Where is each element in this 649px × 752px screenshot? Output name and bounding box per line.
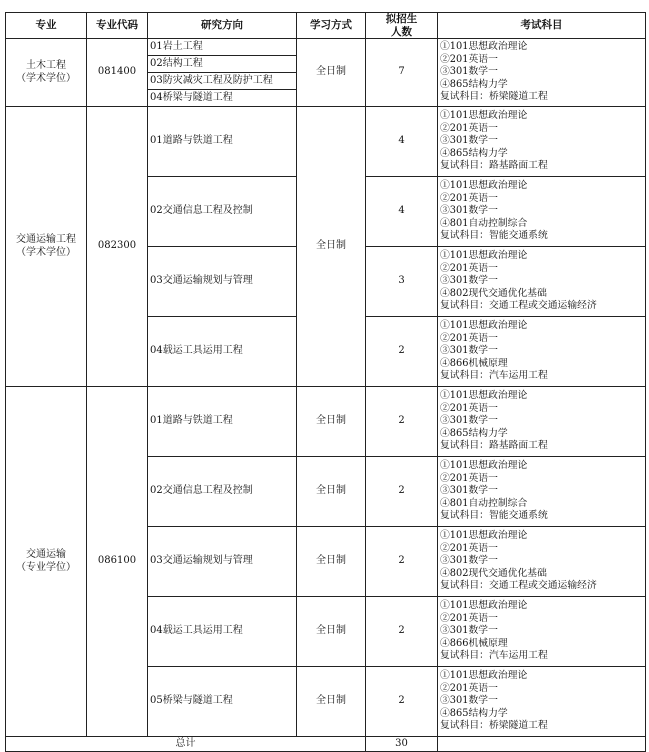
research-direction: 04载运工具运用工程 bbox=[148, 597, 297, 667]
exam-subject-line: ③301数学一 bbox=[440, 345, 498, 357]
exam-subjects-cell bbox=[438, 387, 646, 457]
header-enrollment bbox=[366, 13, 438, 39]
exam-subject-line: ④865结构力学 bbox=[440, 147, 508, 159]
exam-subject-line: 复试科目：交通工程或交通运输经济 bbox=[440, 300, 597, 312]
exam-subject-line: ①101思想政治理论 bbox=[440, 41, 528, 53]
exam-subject-line: ②201英语一 bbox=[440, 53, 498, 65]
research-direction: 01道路与铁道工程 bbox=[148, 107, 297, 177]
exam-subject-line: ②201英语一 bbox=[440, 192, 498, 204]
exam-subjects-cell bbox=[438, 667, 646, 737]
research-direction: 02结构工程 bbox=[148, 56, 297, 73]
exam-subject-line: ③301数学一 bbox=[440, 66, 498, 78]
exam-subject-line: ①101思想政治理论 bbox=[440, 320, 528, 332]
exam-subject-line: ②201英语一 bbox=[440, 542, 498, 554]
exam-subject-line: ④866机械原理 bbox=[440, 357, 508, 369]
total-count: 30 bbox=[366, 737, 438, 752]
header-text: 学习方式 bbox=[310, 19, 352, 32]
exam-subject-line: ④802现代交通优化基础 bbox=[440, 567, 547, 579]
study-mode: 全日制 bbox=[297, 387, 366, 457]
major-cell bbox=[6, 387, 87, 737]
exam-subject-line: ①101思想政治理论 bbox=[440, 180, 528, 192]
exam-subject-line: ④865结构力学 bbox=[440, 78, 508, 90]
header-text: 考试科目 bbox=[520, 19, 563, 32]
degree-type: （学术学位） bbox=[16, 246, 76, 258]
exam-subject-line: ①101思想政治理论 bbox=[440, 670, 528, 682]
exam-subject-line: ②201英语一 bbox=[440, 472, 498, 484]
header-study-mode bbox=[297, 13, 366, 39]
exam-subject-line: ②201英语一 bbox=[440, 122, 498, 134]
exam-subject-line: 复试科目：智能交通系统 bbox=[440, 230, 548, 242]
exam-subject-line: ④801自动控制综合 bbox=[440, 217, 528, 229]
exam-subject-line: ①101思想政治理论 bbox=[440, 460, 528, 472]
major-name: 土木工程 bbox=[26, 60, 66, 71]
major-cell bbox=[6, 39, 87, 107]
exam-subjects-cell bbox=[438, 457, 646, 527]
total-empty bbox=[438, 737, 646, 752]
exam-subject-line: ④866机械原理 bbox=[440, 637, 508, 649]
header-text: 专业 bbox=[35, 19, 57, 32]
exam-subject-line: ③301数学一 bbox=[440, 275, 498, 287]
enrollment-count: 7 bbox=[366, 39, 438, 107]
exam-subjects-cell bbox=[438, 597, 646, 667]
enrollment-count: 2 bbox=[366, 527, 438, 597]
exam-subject-line: ①101思想政治理论 bbox=[440, 390, 528, 402]
header-code bbox=[87, 13, 148, 39]
exam-subjects-cell bbox=[438, 39, 646, 107]
study-mode: 全日制 bbox=[297, 457, 366, 527]
enrollment-count: 2 bbox=[366, 387, 438, 457]
major-name: 交通运输工程 bbox=[16, 234, 76, 245]
exam-subjects-cell bbox=[438, 317, 646, 387]
table-row bbox=[6, 387, 646, 457]
header-text: 拟招生 bbox=[385, 13, 418, 25]
enrollment-count: 4 bbox=[366, 177, 438, 247]
research-direction: 04桥梁与隧道工程 bbox=[148, 90, 297, 107]
exam-subjects-cell bbox=[438, 107, 646, 177]
exam-subject-line: 复试科目：路基路面工程 bbox=[440, 440, 548, 452]
exam-subject-line: ③301数学一 bbox=[440, 415, 498, 427]
major-cell bbox=[6, 107, 87, 387]
exam-subject-line: 复试科目：桥梁隧道工程 bbox=[440, 720, 548, 732]
exam-subject-line: ④865结构力学 bbox=[440, 427, 508, 439]
study-mode: 全日制 bbox=[297, 597, 366, 667]
table-row bbox=[6, 107, 646, 177]
exam-subject-line: 复试科目：交通工程或交通运输经济 bbox=[440, 580, 597, 592]
exam-subjects-cell bbox=[438, 177, 646, 247]
exam-subject-line: ②201英语一 bbox=[440, 402, 498, 414]
exam-subject-line: ①101思想政治理论 bbox=[440, 250, 528, 262]
exam-subject-line: ④802现代交通优化基础 bbox=[440, 287, 547, 299]
exam-subject-line: ②201英语一 bbox=[440, 262, 498, 274]
degree-type: （专业学位） bbox=[16, 561, 76, 573]
exam-subjects-cell bbox=[438, 247, 646, 317]
admissions-table bbox=[5, 12, 646, 752]
study-mode: 全日制 bbox=[297, 39, 366, 107]
exam-subject-line: ③301数学一 bbox=[440, 205, 498, 217]
exam-subject-line: ③301数学一 bbox=[440, 485, 498, 497]
exam-subject-line: ③301数学一 bbox=[440, 625, 498, 637]
major-code: 081400 bbox=[87, 39, 148, 107]
enrollment-count: 4 bbox=[366, 107, 438, 177]
exam-subject-line: 复试科目：桥梁隧道工程 bbox=[440, 91, 548, 103]
exam-subject-line: ③301数学一 bbox=[440, 135, 498, 147]
research-direction: 04载运工具运用工程 bbox=[148, 317, 297, 387]
enrollment-count: 2 bbox=[366, 597, 438, 667]
exam-subject-line: 复试科目：智能交通系统 bbox=[440, 510, 548, 522]
exam-subject-line: ①101思想政治理论 bbox=[440, 530, 528, 542]
header-text: 研究方向 bbox=[201, 19, 243, 32]
major-code: 086100 bbox=[87, 387, 148, 737]
study-mode: 全日制 bbox=[297, 667, 366, 737]
header-text: 专业代码 bbox=[96, 19, 138, 32]
exam-subject-line: ②201英语一 bbox=[440, 682, 498, 694]
research-direction: 01道路与铁道工程 bbox=[148, 387, 297, 457]
table-row bbox=[6, 39, 646, 56]
header-major bbox=[6, 13, 87, 39]
header-row bbox=[6, 13, 646, 39]
exam-subjects-cell bbox=[438, 527, 646, 597]
enrollment-count: 3 bbox=[366, 247, 438, 317]
research-direction: 03防灾减灾工程及防护工程 bbox=[148, 73, 297, 90]
enrollment-count: 2 bbox=[366, 317, 438, 387]
major-name: 交通运输 bbox=[26, 549, 66, 560]
exam-subject-line: 复试科目：路基路面工程 bbox=[440, 160, 548, 172]
research-direction: 02交通信息工程及控制 bbox=[148, 177, 297, 247]
study-mode: 全日制 bbox=[297, 107, 366, 387]
major-code: 082300 bbox=[87, 107, 148, 387]
enrollment-count: 2 bbox=[366, 667, 438, 737]
exam-subject-line: ③301数学一 bbox=[440, 555, 498, 567]
exam-subject-line: ④865结构力学 bbox=[440, 707, 508, 719]
research-direction: 05桥梁与隧道工程 bbox=[148, 667, 297, 737]
exam-subject-line: 复试科目：汽车运用工程 bbox=[440, 650, 548, 662]
research-direction: 02交通信息工程及控制 bbox=[148, 457, 297, 527]
exam-subject-line: ②201英语一 bbox=[440, 332, 498, 344]
exam-subject-line: ②201英语一 bbox=[440, 612, 498, 624]
enrollment-count: 2 bbox=[366, 457, 438, 527]
exam-subject-line: ①101思想政治理论 bbox=[440, 110, 528, 122]
research-direction: 03交通运输规划与管理 bbox=[148, 527, 297, 597]
research-direction: 03交通运输规划与管理 bbox=[148, 247, 297, 317]
research-direction: 01岩土工程 bbox=[148, 39, 297, 56]
total-label: 总计 bbox=[6, 737, 366, 752]
exam-subject-line: ③301数学一 bbox=[440, 695, 498, 707]
header-text: 人数 bbox=[391, 25, 412, 38]
header-direction bbox=[148, 13, 297, 39]
exam-subject-line: 复试科目：汽车运用工程 bbox=[440, 370, 548, 382]
study-mode: 全日制 bbox=[297, 527, 366, 597]
header-exam-subjects bbox=[438, 13, 646, 39]
exam-subject-line: ④801自动控制综合 bbox=[440, 497, 528, 509]
exam-subject-line: ①101思想政治理论 bbox=[440, 600, 528, 612]
degree-type: （学术学位） bbox=[16, 72, 76, 84]
total-row bbox=[6, 737, 646, 752]
